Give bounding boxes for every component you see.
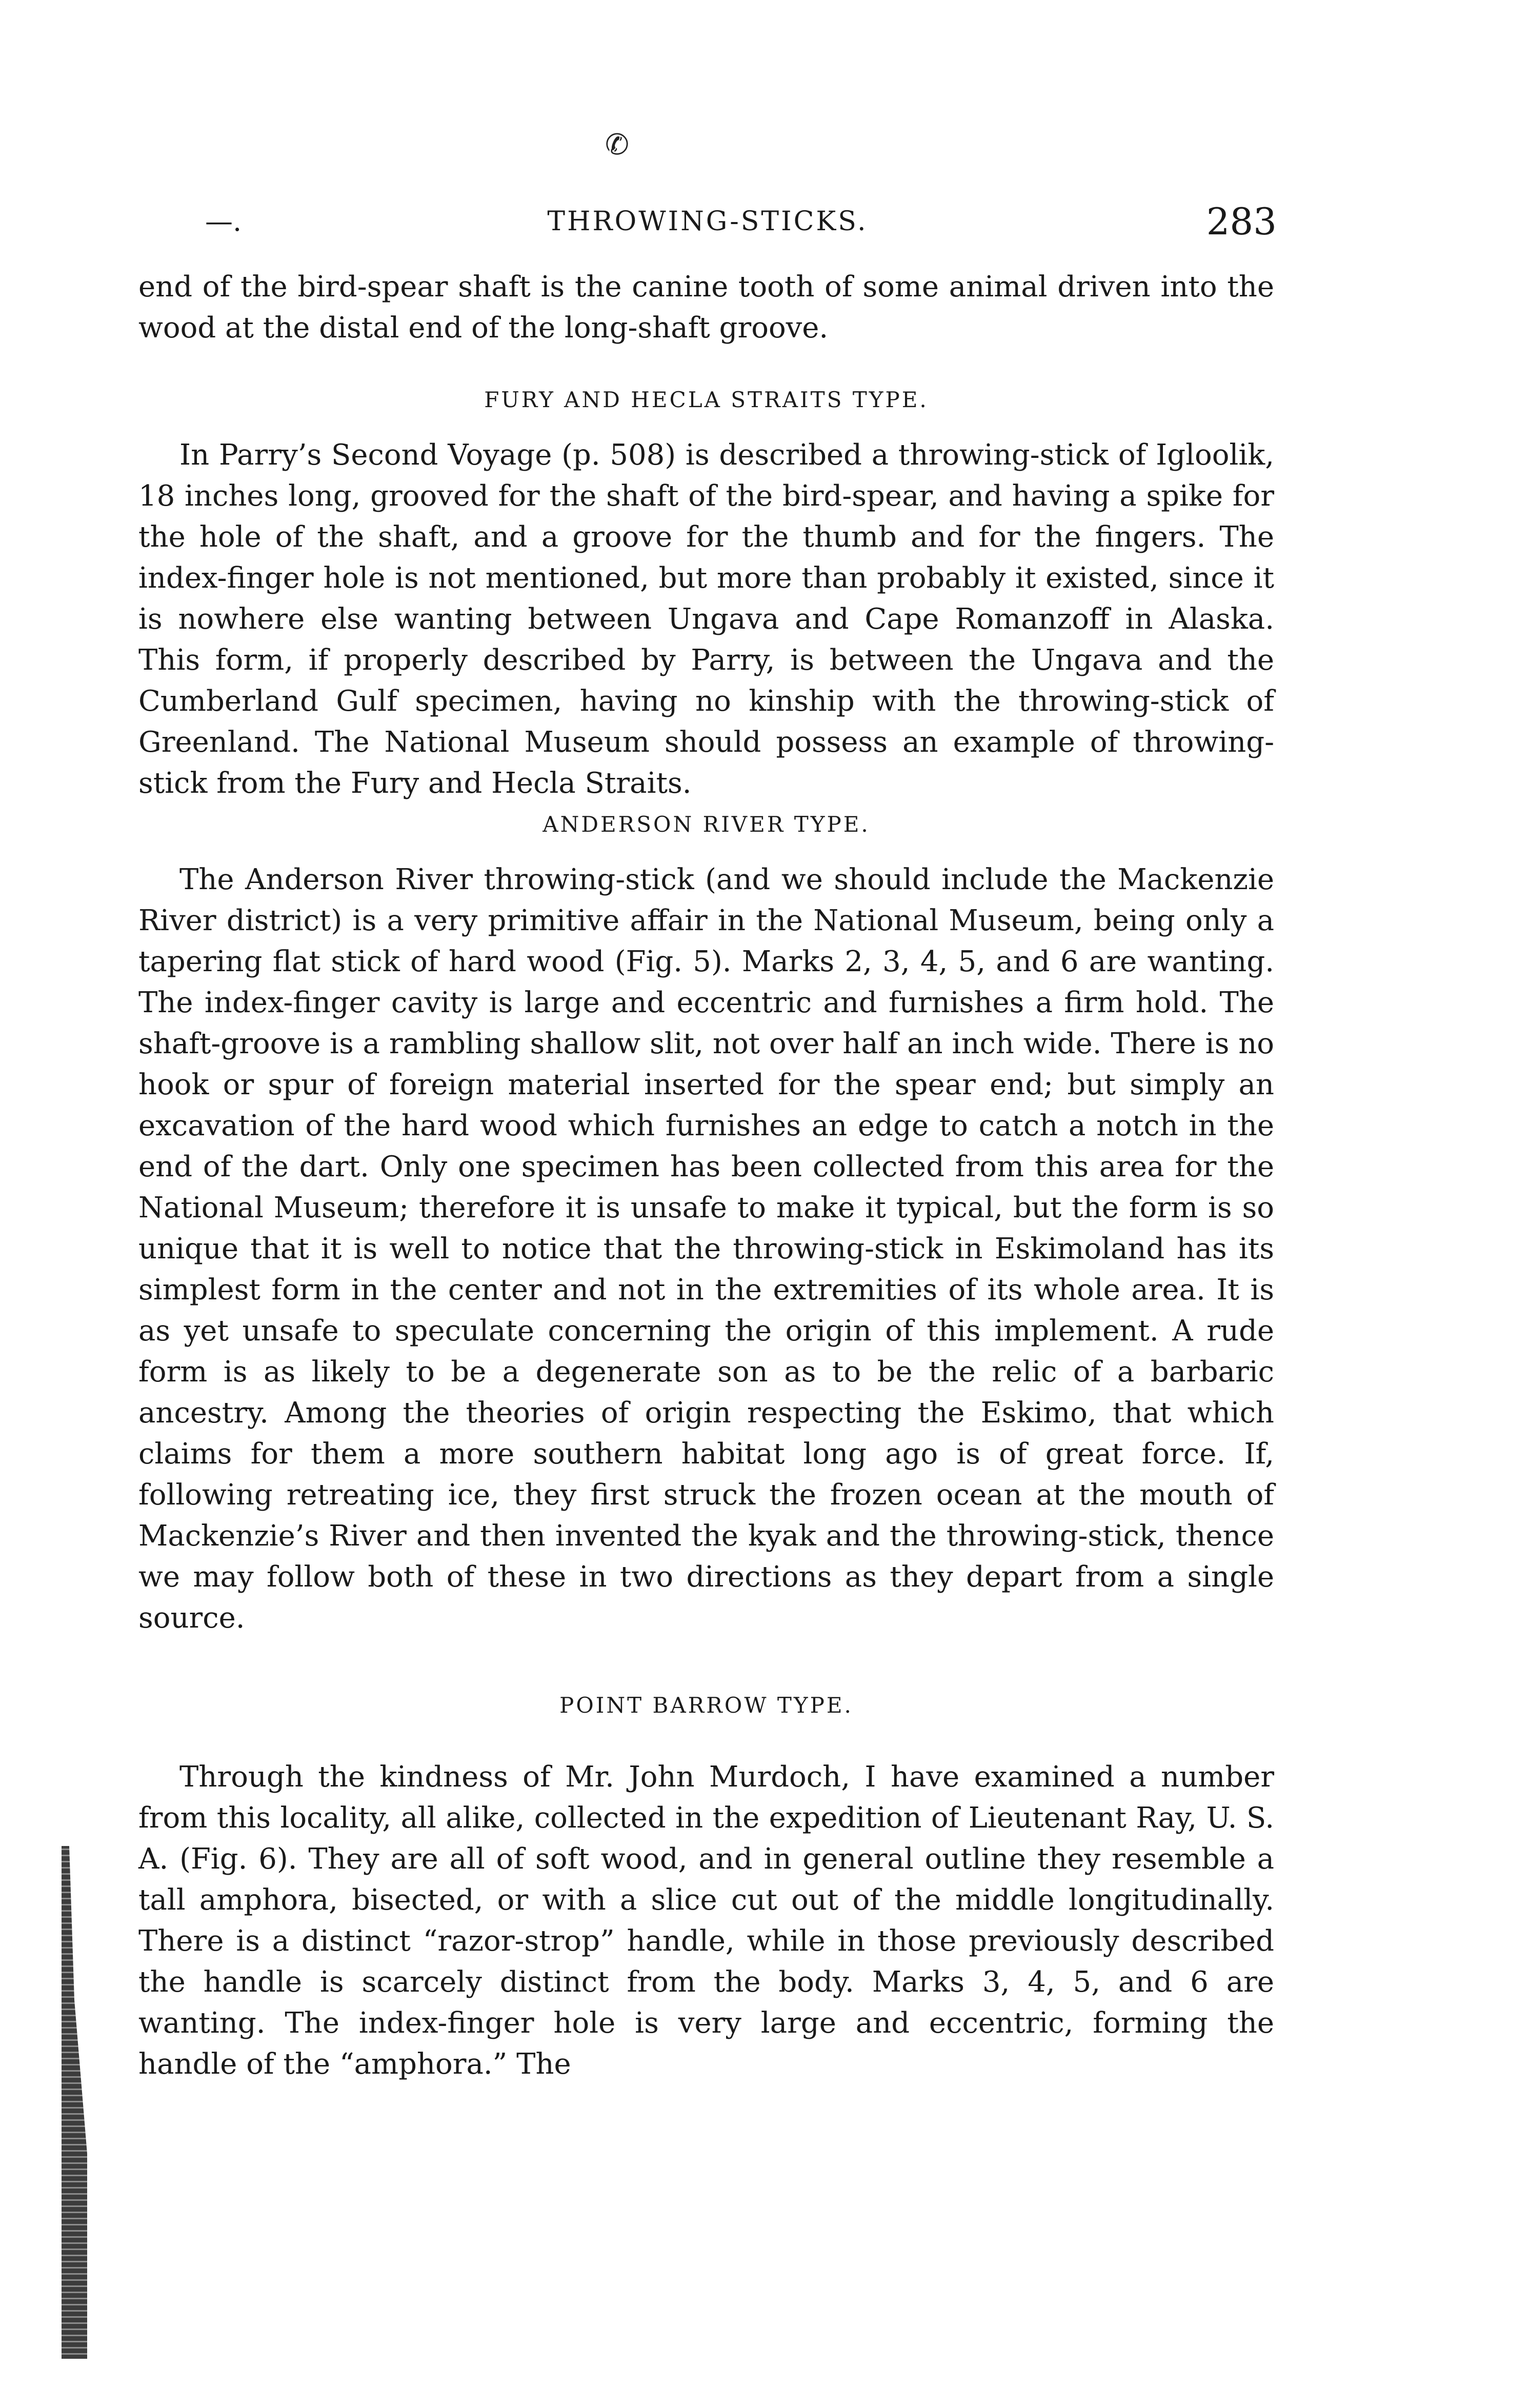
heading-point-barrow: POINT BARROW TYPE. (559, 1693, 853, 1718)
scan-edge-artifact (62, 1846, 87, 2359)
page-number: 283 (1206, 200, 1277, 243)
body-text (138, 267, 1274, 2085)
running-head-dash: —. (205, 205, 242, 237)
running-head (138, 200, 1277, 241)
heading-fury-hecla: FURY AND HECLA STRAITS TYPE. (484, 387, 929, 412)
paragraph-point-barrow: Through the kindness of Mr. John Murdoch, I have examined a number from this locality, all alike, collected in the expedition of Lieutenant Ray, U. S. A. (Fig. 6). They are all of soft wood, and in general outline they resemble a tall amphora, bisected, or with a slice cut out of the middle longitudinally. There is a distinct “razor-strop” handle, while in those previously described the handle is scarcely distinct from the body. Marks 3, 4, 5, and 6 are wanting. The index-finger hole is very large and eccentric, forming the handle of the “amphora.” The (138, 1760, 1274, 2081)
paragraph-continuation: end of the bird-spear shaft is the canine tooth of some animal driven into the wood at the distal end of the long-shaft groove. (138, 270, 1274, 345)
running-head-title: THROWING-STICKS. (547, 206, 868, 237)
paragraph-anderson-river: The Anderson River throwing-stick (and we should include the Mackenzie River district) is a very primitive affair in the National Museum, being only a tapering flat stick of hard wood (Fig. 5). Marks 2, 3, 4, 5, and 6 are wanting. The index-finger cavity is large and eccentric and furnishes a firm hold. The shaft-groove is a rambling shallow slit, not over half an inch wide. There is no hook or spur of foreign material inserted for the spear end; but simply an excavation of the hard wood which furnishes an edge to catch a notch in the end of the dart. Only one specimen has been collected from this area for the National Museum; therefore it is unsafe to make it typical, but the form is so unique that it is well to notice that the throwing-stick in Eskimoland has its simplest form in the center and not in the extremities of its whole area. It is as yet unsafe to speculate concerning the origin of this implement. A rude form is as likely to be a degenerate son as to be the relic of a barbaric ancestry. Among the theories of origin respecting the Eskimo, that which claims for them a more southern habitat long ago is of great force. If, following retreating ice, they first struck the frozen ocean at the mouth of Mackenzie’s River and then invented the kyak and the throwing-stick, thence we may follow both of these in two directions as they depart from a single source. (138, 863, 1274, 1635)
heading-anderson-river: ANDERSON RIVER TYPE. (542, 812, 870, 837)
paragraph-fury-hecla: In Parry’s Second Voyage (p. 508) is described a throwing-stick of Igloolik, 18 inches long, grooved for the shaft of the bird-spear, and having a spike for the hole of the shaft, and a groove for the thumb and for the fingers. The index-finger hole is not mentioned, but more than probably it existed, since it is nowhere else wanting between Ungava and Cape Romanzoff in Alaska. This form, if properly described by Parry, is between the Ungava and the Cumberland Gulf specimen, having no kinship with the throwing-stick of Greenland. The National Museum should possess an example of throwing-stick from the Fury and Hecla Straits. (138, 438, 1274, 800)
printer-ornament: ✆ (605, 128, 629, 162)
